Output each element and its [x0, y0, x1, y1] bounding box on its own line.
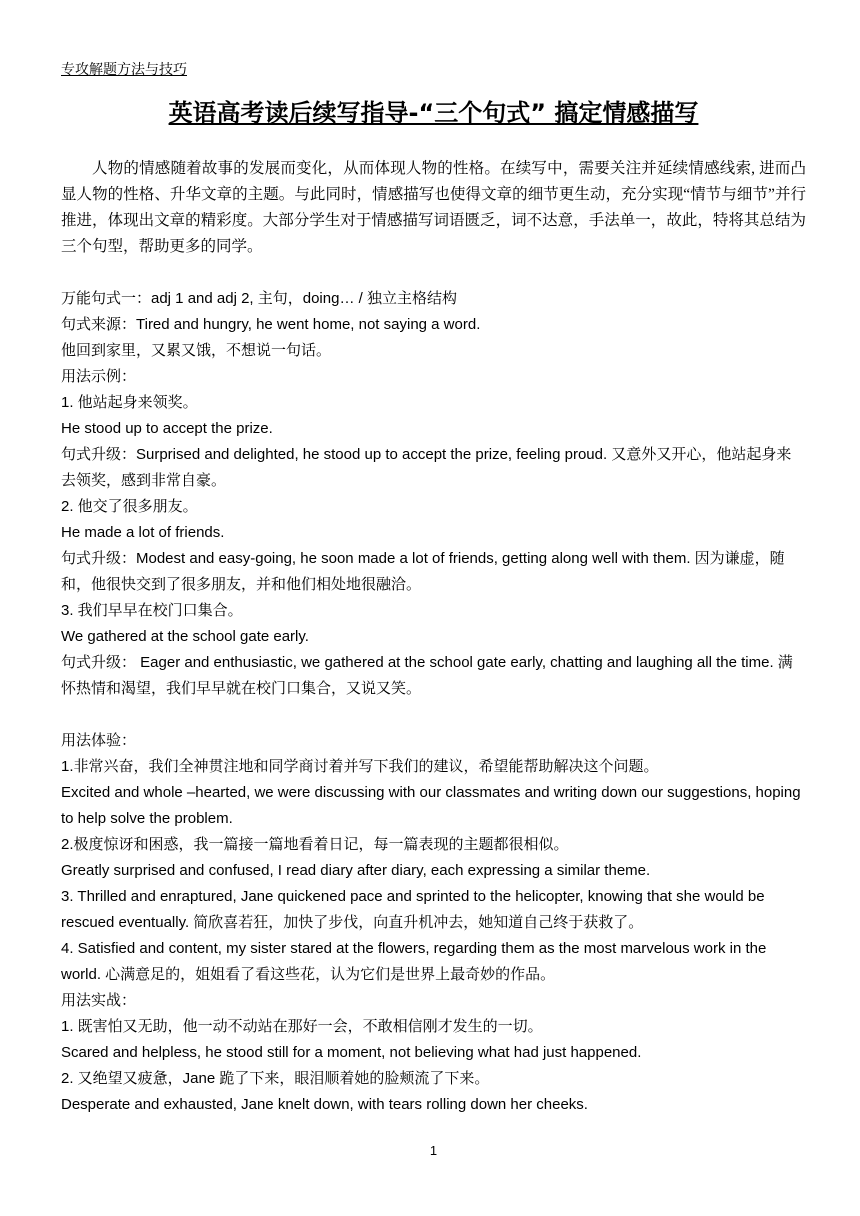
text-line: Greatly surprised and confused, I read diary after diary, each expressing a similar theme.: [61, 862, 651, 879]
text-line: 句式升级：Modest and easy-going, he soon made a lot of friends, getting along well with them. 因为谦虚，随和，他很快交到了很多朋友，并和他们相处地很融洽。: [61, 550, 785, 593]
text-line: [61, 702, 806, 728]
text-line: Excited and whole –hearted, we were discussing with our classmates and writing down our suggestions, hoping to help solve the problem.: [61, 784, 801, 827]
text-line: 3. Thrilled and enraptured, Jane quickened pace and sprinted to the helicopter, knowing that she would be rescued eventually. 简欣喜若狂，加快了步伐，向直升机冲去，她知道自己终于获救了。: [61, 888, 765, 931]
text-line: 用法实战：: [61, 992, 137, 1009]
document-body: [61, 156, 806, 1118]
text-line: 句式来源：Tired and hungry, he went home, not saying a word.: [61, 316, 481, 333]
text-line: We gathered at the school gate early.: [61, 628, 309, 645]
spacer: [61, 260, 806, 286]
text-line: 2. 又绝望又疲惫，Jane 跪了下来，眼泪顺着她的脸颊流了下来。: [61, 1070, 490, 1087]
text-line: 句式升级： Eager and enthusiastic, we gathered at the school gate early, chatting and laughing all the time. 满怀热情和渴望，我们早早就在校门口集合，又说又笑。: [61, 654, 793, 697]
text-line: 1. 他站起身来领奖。: [61, 394, 198, 411]
text-line: 2. 他交了很多朋友。: [61, 498, 198, 515]
text-line: 句式升级：Surprised and delighted, he stood up to accept the prize, feeling proud. 又意外又开心，他站起身来去领奖，感到非常自豪。: [61, 446, 792, 489]
page-header: 专攻解题方法与技巧: [61, 62, 187, 78]
text-line: 万能句式一：adj 1 and adj 2, 主句，doing… / 独立主格结构: [61, 290, 457, 307]
text-line: 4. Satisfied and content, my sister stared at the flowers, regarding them as the most marvelous work in the world. 心满意足的，姐姐看了看这些花，认为它们是世界上最奇妙的作品。: [61, 940, 767, 983]
intro-paragraph: 人物的情感随着故事的发展而变化，从而体现人物的性格。在续写中，需要关注并延续情感线索, 进而凸显人物的性格、升华文章的主题。与此同时，情感描写也使得文章的细节更生动，充分实现“情节与细节”并行推进，体现出文章的精彩度。大部分学生对于情感描写词语匮乏，词不达意，手法单一，故此，特将其总结为三个句型，帮助更多的同学。: [61, 160, 806, 255]
text-line: Desperate and exhausted, Jane knelt down, with tears rolling down her cheeks.: [61, 1096, 588, 1113]
content-lines: [61, 286, 806, 1118]
page-number: 1: [429, 1143, 438, 1158]
document-title: 英语高考读后续写指导-“三个句式” 搞定情感描写: [168, 99, 699, 127]
text-line: He stood up to accept the prize.: [61, 420, 273, 437]
text-line: 用法示例：: [61, 368, 137, 385]
text-line: 1. 既害怕又无助，他一动不动站在那好一会，不敢相信刚才发生的一切。: [61, 1018, 543, 1035]
text-line: 用法体验：: [61, 732, 137, 749]
text-line: He made a lot of friends.: [61, 524, 225, 541]
text-line: Scared and helpless, he stood still for a moment, not believing what had just happened.: [61, 1044, 642, 1061]
text-line: 1.非常兴奋，我们全神贯注地和同学商讨着并写下我们的建议，希望能帮助解决这个问题。: [61, 758, 659, 775]
text-line: 他回到家里，又累又饿，不想说一句话。: [61, 342, 332, 359]
text-line: 3. 我们早早在校门口集合。: [61, 602, 243, 619]
text-line: 2.极度惊讶和困惑，我一篇接一篇地看着日记，每一篇表现的主题都很相似。: [61, 836, 569, 853]
